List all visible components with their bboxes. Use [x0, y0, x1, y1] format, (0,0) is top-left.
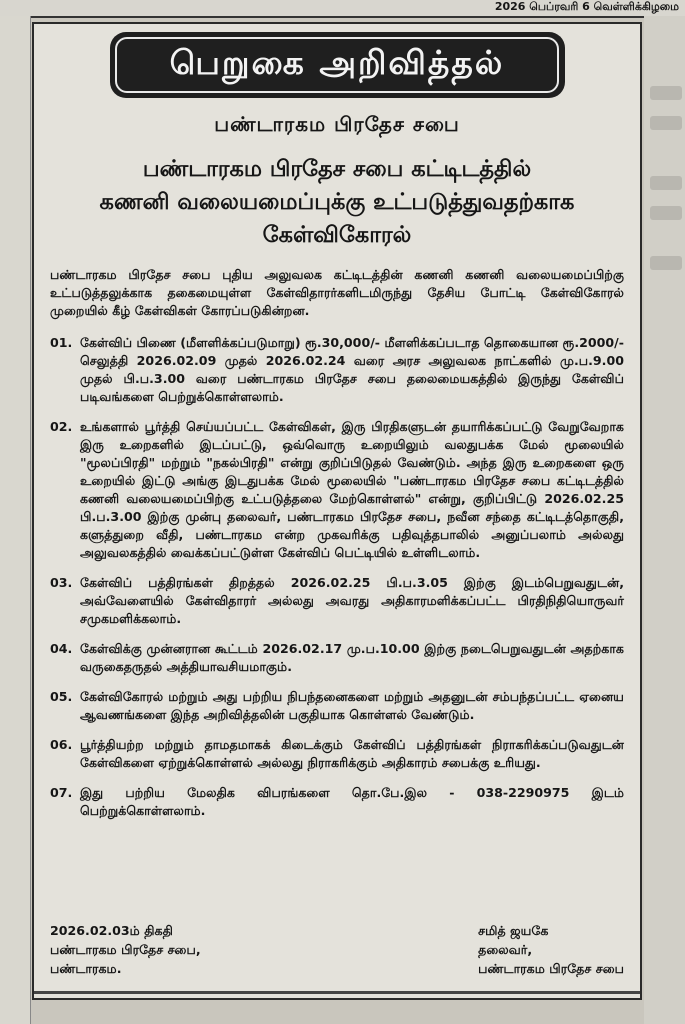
- bleed-ink: [650, 86, 682, 100]
- item-text: உங்களால் பூர்த்தி செய்யப்பட்ட கேள்விகள், இரு பிரதிகளுடன் தயாரிக்கப்பட்டு வேறுவேறாக இரு உறைகளில் இடப்பட்டு, ஒவ்வொரு உறையிலும் வலதுபக்க மேல் மூலையில் "மூலப்பிரதி" மற்றும் "நகல்பிரதி" என்று குறிப்பிடுதல் வேண்டும். அந்த இரு உறைகளை ஒரு உறையில் இட்டு அங்கு இடதுபக்க மேல் மூலையில் "பண்டாரகம பிரதேச சபை கட்டிடத்தில் கணனி வலையமைப்பிற்கு உட்படுத்தலை மேற்கொள்ளல்" என்று, குறிப்பிட்டு 2026.02.25 பி.ப.3.00 இற்கு முன்பு தலைவர், பண்டாரகம பிரதேச சபை, நவீன சந்தை கட்டிடத்தொகுதி, களுத்துறை வீதி, பண்டாரகம என்ற முகவரிக்கு பதிவுத்தபாலில் அனுப்பலாம் அல்லது அலுவலகத்தில் வைக்கப்பட்டுள்ள கேள்விப் பெட்டியில் உள்ளிடலாம்.: [80, 419, 624, 560]
- item-number: 02.: [50, 419, 73, 434]
- condition-item: [50, 688, 624, 724]
- left-margin-strip: [0, 16, 31, 1024]
- headline-line: பண்டாரகம பிரதேச சபை கட்டிடத்தில்: [142, 156, 532, 182]
- signature-line: பண்டாரகம.: [50, 961, 122, 976]
- signatory-title: தலைவர்,: [478, 942, 533, 957]
- headline-line: கணனி வலையமைப்புக்கு உட்படுத்துவதற்காக: [99, 189, 575, 215]
- date-place-block: [50, 921, 201, 978]
- item-number: 01.: [50, 335, 73, 350]
- banner-title: பெறுகை அறிவித்தல்: [169, 43, 505, 82]
- item-number: 06.: [50, 737, 73, 752]
- item-text: கேள்விப் பத்திரங்கள் திறத்தல் 2026.02.25 பி.ப.3.05 இற்கு இடம்பெறுவதுடன், அவ்வேளையில் கேள்விதாரர் அல்லது அவரது அதிகாரமளிக்கப்பட்ட பிரதிநிதியொருவர் சமுகமளிக்கலாம்.: [80, 575, 624, 626]
- bleed-ink: [650, 116, 682, 130]
- bottom-rule: [34, 991, 640, 994]
- condition-item: [50, 784, 624, 820]
- condition-item: [50, 418, 624, 562]
- item-text: பூர்த்தியற்ற மற்றும் தாமதமாகக் கிடைக்கும் கேள்விப் பத்திரங்கள் நிராகரிக்கப்படுவதுடன் கேள்விகளை ஏற்றுக்கொள்ளல் அல்லது நிராகரிக்கும் அதிகாரம் சபைக்கு உரியது.: [80, 737, 624, 770]
- condition-item: [50, 334, 624, 406]
- condition-item: [50, 736, 624, 772]
- conditions-list: [50, 334, 624, 820]
- notice-banner: [110, 32, 565, 98]
- item-text: இது பற்றிய மேலதிக விபரங்களை தொ.பே.இல - 038-2290975 இடம் பெற்றுக்கொள்ளலாம்.: [80, 785, 624, 818]
- item-text: கேள்விப் பிணை (மீளளிக்கப்படுமாறு) ரூ.30,000/- மீளளிக்கப்படாத தொகையான ரூ.2000/- செலுத்தி 2026.02.09 முதல் 2026.02.24 வரை அரச அலுவலக நாட்களில் மு.ப.9.00 முதல் பி.ப.3.00 வரை பண்டாரகம பிரதேச சபை தலைமையகத்தில் இருந்து கேள்விப் படிவங்களை பெற்றுக்கொள்ளலாம்.: [80, 335, 624, 404]
- signature-line: 2026.02.03ம் திகதி: [50, 923, 173, 938]
- notice-headline: [34, 153, 640, 252]
- newspaper-masthead: [0, 0, 685, 18]
- adjacent-column-bleed: [644, 16, 685, 1024]
- signature-block: [50, 921, 624, 978]
- signatory-org: பண்டாரகம பிரதேச சபை: [478, 961, 624, 976]
- intro-paragraph: பண்டாரகம பிரதேச சபை புதிய அலுவலக கட்டிடத்தின் கணனி கணனி வலையமைப்பிற்கு உட்படுத்தலுக்காக தகைமையுள்ள கேள்விதாரர்களிடமிருந்து தேசிய போட்டி கேள்விகோரல் முறையில் கீழ் கேள்விகள் கோரப்படுகின்றன.: [50, 267, 624, 318]
- item-number: 03.: [50, 575, 73, 590]
- item-text: கேள்விகோரல் மற்றும் அது பற்றிய நிபந்தனைகளை மற்றும் அதனுடன் சம்பந்தப்பட்ட ஏனைய ஆவணங்களை இந்த அறிவித்தலின் பகுதியாக கொள்ளல் வேண்டும்.: [80, 689, 624, 722]
- issue-date: 2026 பெப்ரவரி 6 வெள்ளிக்கிழமை: [494, 0, 679, 13]
- condition-item: [50, 574, 624, 628]
- item-number: 05.: [50, 689, 73, 704]
- signatory-name: சமித் ஜயகே: [478, 923, 549, 938]
- bleed-ink: [650, 176, 682, 190]
- bleed-ink: [650, 206, 682, 220]
- bleed-ink: [650, 256, 682, 270]
- item-number: 07.: [50, 785, 73, 800]
- procurement-notice: [32, 22, 642, 1000]
- item-number: 04.: [50, 641, 73, 656]
- signature-line: பண்டாரகம பிரதேச சபை,: [50, 942, 201, 957]
- condition-item: [50, 640, 624, 676]
- organization-name: பண்டாரகம பிரதேச சபை: [214, 112, 460, 136]
- headline-line: கேள்விகோரல்: [262, 222, 412, 248]
- item-text: கேள்விக்கு முன்னரான கூட்டம் 2026.02.17 மு.ப.10.00 இற்கு நடைபெறுவதுடன் அதற்காக வருகைதருதல் அத்தியாவசியமாகும்.: [80, 641, 624, 674]
- signatory-block: [478, 921, 624, 978]
